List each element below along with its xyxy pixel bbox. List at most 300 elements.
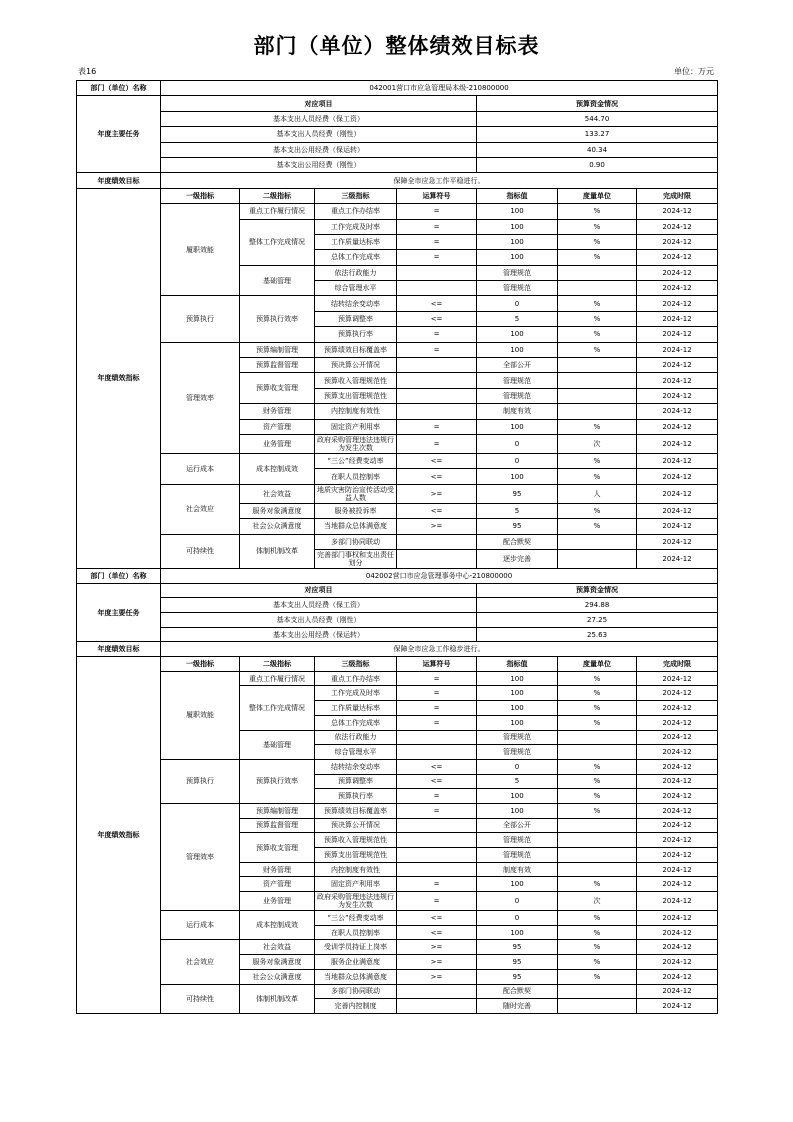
main-tasks-label: 年度主要任务 xyxy=(77,96,161,173)
indicators-label: 年度绩效指标 xyxy=(77,188,161,568)
operator: = xyxy=(397,715,477,730)
measure-unit xyxy=(558,404,637,419)
budget-item-name: 基本支出公用经费（保运转） xyxy=(161,142,477,157)
table-row xyxy=(77,940,718,955)
level3-indicator: 预算绩效目标覆盖率 xyxy=(315,803,397,818)
deadline: 2024-12 xyxy=(637,453,718,468)
operator: = xyxy=(397,701,477,716)
deadline: 2024-12 xyxy=(637,419,718,434)
deadline: 2024-12 xyxy=(637,803,718,818)
level2-indicator: 预算监督管理 xyxy=(240,818,315,833)
target-value: 随时完善 xyxy=(477,999,558,1014)
measure-unit xyxy=(558,388,637,403)
table-row xyxy=(77,173,718,188)
level3-indicator: 综合管理水平 xyxy=(315,281,397,296)
budget-amount: 133.27 xyxy=(477,127,718,142)
level2-indicator: 基础管理 xyxy=(240,265,315,296)
table-row xyxy=(77,627,718,642)
level2-indicator: 服务对象满意度 xyxy=(240,955,315,970)
operator xyxy=(397,730,477,745)
measure-unit: % xyxy=(558,955,637,970)
budget-item-name: 基本支出人员经费（保工资） xyxy=(161,111,477,126)
deadline: 2024-12 xyxy=(637,774,718,789)
measure-unit: 人 xyxy=(558,484,637,503)
target-value: 100 xyxy=(477,925,558,940)
level1-indicator: 管理效率 xyxy=(161,803,240,910)
deadline: 2024-12 xyxy=(637,955,718,970)
target-value: 逐步完善 xyxy=(477,549,558,568)
deadline: 2024-12 xyxy=(637,789,718,804)
main-tasks-label: 年度主要任务 xyxy=(77,583,161,642)
table-row xyxy=(77,111,718,126)
level3-indicator: 总体工作完成率 xyxy=(315,715,397,730)
deadline: 2024-12 xyxy=(637,877,718,892)
measure-unit: % xyxy=(558,671,637,686)
level2-indicator: 业务管理 xyxy=(240,892,315,911)
deadline: 2024-12 xyxy=(637,715,718,730)
level3-indicator: 综合管理水平 xyxy=(315,745,397,760)
level2-indicator: 预算编制管理 xyxy=(240,803,315,818)
deadline: 2024-12 xyxy=(637,940,718,955)
measure-unit xyxy=(558,848,637,863)
target-value: 0 xyxy=(477,296,558,311)
level3-indicator: 预算调整率 xyxy=(315,311,397,326)
level2-indicator: 社会效益 xyxy=(240,484,315,503)
deadline: 2024-12 xyxy=(637,519,718,534)
level2-indicator: 财务管理 xyxy=(240,404,315,419)
level3-indicator: 完善内控制度 xyxy=(315,999,397,1014)
dept-name-label: 部门（单位）名称 xyxy=(77,568,161,583)
measure-unit xyxy=(558,534,637,549)
budget-header: 预算资金情况 xyxy=(477,583,718,598)
target-value: 管理规范 xyxy=(477,848,558,863)
deadline: 2024-12 xyxy=(637,984,718,999)
level1-indicator: 社会效应 xyxy=(161,484,240,534)
target-value: 100 xyxy=(477,234,558,249)
level1-indicator: 可持续性 xyxy=(161,534,240,568)
operator: = xyxy=(397,671,477,686)
level3-indicator: “三公”经费变动率 xyxy=(315,453,397,468)
operator: <= xyxy=(397,774,477,789)
level3-indicator: 内控制度有效性 xyxy=(315,862,397,877)
level3-indicator: 预决算公开情况 xyxy=(315,358,397,373)
level3-indicator: 在职人员控制率 xyxy=(315,469,397,484)
deadline: 2024-12 xyxy=(637,281,718,296)
target-value: 100 xyxy=(477,686,558,701)
operator: >= xyxy=(397,519,477,534)
level2-indicator: 资产管理 xyxy=(240,877,315,892)
deadline: 2024-12 xyxy=(637,549,718,568)
measure-unit: % xyxy=(558,327,637,342)
measure-unit: % xyxy=(558,296,637,311)
table-row xyxy=(77,803,718,818)
target-value: 配合默契 xyxy=(477,534,558,549)
target-value: 管理规范 xyxy=(477,373,558,388)
deadline: 2024-12 xyxy=(637,404,718,419)
page-title: 部门（单位）整体绩效目标表 xyxy=(253,34,540,58)
table-row xyxy=(77,583,718,598)
budget-item-name: 基本支出公用经费（刚性） xyxy=(161,157,477,172)
level2-indicator: 体制机制改革 xyxy=(240,984,315,1013)
table-row xyxy=(77,671,718,686)
level3-indicator: 预决算公开情况 xyxy=(315,818,397,833)
target-value: 制度有效 xyxy=(477,404,558,419)
measure-unit: % xyxy=(558,686,637,701)
measure-unit xyxy=(558,999,637,1014)
deadline: 2024-12 xyxy=(637,862,718,877)
deadline: 2024-12 xyxy=(637,434,718,453)
level3-indicator: 内控制度有效性 xyxy=(315,404,397,419)
target-value: 95 xyxy=(477,955,558,970)
level3-indicator: 受训学员持证上岗率 xyxy=(315,940,397,955)
deadline: 2024-12 xyxy=(637,833,718,848)
level3-indicator: 预算收入管理规范性 xyxy=(315,373,397,388)
operator: = xyxy=(397,419,477,434)
target-value: 管理规范 xyxy=(477,745,558,760)
level3-indicator: 总体工作完成率 xyxy=(315,250,397,265)
level1-indicator: 预算执行 xyxy=(161,296,240,342)
deadline: 2024-12 xyxy=(637,484,718,503)
measure-unit: % xyxy=(558,701,637,716)
table-row xyxy=(77,911,718,926)
operator: = xyxy=(397,686,477,701)
deadline: 2024-12 xyxy=(637,219,718,234)
table-row xyxy=(77,127,718,142)
level3-indicator: 工作完成及时率 xyxy=(315,686,397,701)
measure-unit xyxy=(558,862,637,877)
operator xyxy=(397,373,477,388)
item-header: 对应项目 xyxy=(161,583,477,598)
level3-indicator: 重点工作办结率 xyxy=(315,204,397,219)
measure-unit: % xyxy=(558,342,637,357)
target-value: 100 xyxy=(477,701,558,716)
measure-unit xyxy=(558,730,637,745)
level3-indicator: 预算绩效目标覆盖率 xyxy=(315,342,397,357)
level3-indicator: 多部门协同联动 xyxy=(315,984,397,999)
operator xyxy=(397,549,477,568)
operator: >= xyxy=(397,955,477,970)
operator: >= xyxy=(397,484,477,503)
deadline: 2024-12 xyxy=(637,848,718,863)
level2-indicator: 预算执行效率 xyxy=(240,296,315,342)
level3-indicator: 地质灾害防治宣传活动受益人数 xyxy=(315,484,397,503)
measure-unit: 次 xyxy=(558,434,637,453)
level1-indicator: 管理效率 xyxy=(161,342,240,453)
measure-unit: % xyxy=(558,940,637,955)
target-value: 全部公开 xyxy=(477,358,558,373)
table-row xyxy=(77,204,718,219)
level3-indicator: 预算支出管理规范性 xyxy=(315,848,397,863)
level1-indicator: 运行成本 xyxy=(161,911,240,940)
table-row xyxy=(77,96,718,111)
goal-text: 保障全市应急工作稳步进行。 xyxy=(161,642,718,657)
deadline: 2024-12 xyxy=(637,892,718,911)
level3-indicator: 预算支出管理规范性 xyxy=(315,388,397,403)
measure-unit: % xyxy=(558,311,637,326)
level3-indicator: 固定资产利用率 xyxy=(315,877,397,892)
goal-label: 年度绩效目标 xyxy=(77,642,161,657)
target-value: 管理规范 xyxy=(477,833,558,848)
operator xyxy=(397,534,477,549)
target-value: 95 xyxy=(477,484,558,503)
deadline: 2024-12 xyxy=(637,373,718,388)
measure-unit: % xyxy=(558,234,637,249)
level2-indicator: 成本控制成效 xyxy=(240,911,315,940)
measure-unit xyxy=(558,281,637,296)
operator xyxy=(397,818,477,833)
indicator-header-5: 指标值 xyxy=(477,657,558,672)
target-value: 100 xyxy=(477,789,558,804)
deadline: 2024-12 xyxy=(637,745,718,760)
table-row xyxy=(77,534,718,549)
table-row xyxy=(77,342,718,357)
level2-indicator: 预算编制管理 xyxy=(240,342,315,357)
table-row xyxy=(77,598,718,613)
operator xyxy=(397,281,477,296)
measure-unit: % xyxy=(558,419,637,434)
measure-unit: % xyxy=(558,469,637,484)
deadline: 2024-12 xyxy=(637,759,718,774)
operator: = xyxy=(397,803,477,818)
indicator-header-7: 完成时限 xyxy=(637,657,718,672)
indicator-header-1: 一级指标 xyxy=(161,657,240,672)
budget-item-name: 基本支出人员经费（刚性） xyxy=(161,127,477,142)
measure-unit: % xyxy=(558,789,637,804)
deadline: 2024-12 xyxy=(637,388,718,403)
performance-table xyxy=(76,80,717,1014)
dept-name-value: 042001营口市应急管理局本级-210800000 xyxy=(161,81,718,96)
level1-indicator: 履职效能 xyxy=(161,671,240,759)
level3-indicator: 固定资产利用率 xyxy=(315,419,397,434)
level3-indicator: 工作质量达标率 xyxy=(315,701,397,716)
operator: = xyxy=(397,250,477,265)
target-value: 100 xyxy=(477,671,558,686)
budget-amount: 294.88 xyxy=(477,598,718,613)
measure-unit: % xyxy=(558,219,637,234)
operator: = xyxy=(397,234,477,249)
level2-indicator: 体制机制改革 xyxy=(240,534,315,568)
measure-unit: % xyxy=(558,925,637,940)
operator xyxy=(397,265,477,280)
target-value: 管理规范 xyxy=(477,388,558,403)
operator: = xyxy=(397,342,477,357)
measure-unit: % xyxy=(558,911,637,926)
indicator-header-4: 运算符号 xyxy=(397,657,477,672)
target-value: 100 xyxy=(477,803,558,818)
level3-indicator: 在职人员控制率 xyxy=(315,925,397,940)
measure-unit: % xyxy=(558,774,637,789)
target-value: 100 xyxy=(477,715,558,730)
target-value: 100 xyxy=(477,419,558,434)
operator: <= xyxy=(397,453,477,468)
target-value: 100 xyxy=(477,219,558,234)
level3-indicator: “三公”经费变动率 xyxy=(315,911,397,926)
operator: >= xyxy=(397,940,477,955)
level2-indicator: 重点工作履行情况 xyxy=(240,204,315,219)
measure-unit: % xyxy=(558,204,637,219)
level2-indicator: 整体工作完成情况 xyxy=(240,219,315,265)
operator: <= xyxy=(397,503,477,518)
indicator-header-2: 二级指标 xyxy=(240,188,315,203)
target-value: 5 xyxy=(477,774,558,789)
level3-indicator: 依法行政能力 xyxy=(315,265,397,280)
target-value: 0 xyxy=(477,453,558,468)
target-value: 5 xyxy=(477,503,558,518)
target-value: 100 xyxy=(477,250,558,265)
operator: <= xyxy=(397,296,477,311)
operator xyxy=(397,984,477,999)
level2-indicator: 成本控制成效 xyxy=(240,453,315,484)
level3-indicator: 多部门协同联动 xyxy=(315,534,397,549)
measure-unit xyxy=(558,984,637,999)
operator: <= xyxy=(397,469,477,484)
deadline: 2024-12 xyxy=(637,265,718,280)
level2-indicator: 预算执行效率 xyxy=(240,759,315,803)
budget-item-name: 基本支出人员经费（保工资） xyxy=(161,598,477,613)
table-row xyxy=(77,657,718,672)
deadline: 2024-12 xyxy=(637,327,718,342)
target-value: 0 xyxy=(477,892,558,911)
deadline: 2024-12 xyxy=(637,701,718,716)
operator: = xyxy=(397,789,477,804)
operator: = xyxy=(397,434,477,453)
target-value: 制度有效 xyxy=(477,862,558,877)
level3-indicator: 政府采购管理违法违规行为发生次数 xyxy=(315,892,397,911)
deadline: 2024-12 xyxy=(637,671,718,686)
target-value: 0 xyxy=(477,434,558,453)
measure-unit: % xyxy=(558,250,637,265)
measure-unit xyxy=(558,818,637,833)
table-row xyxy=(77,613,718,628)
level3-indicator: 结转结余变动率 xyxy=(315,759,397,774)
measure-unit: % xyxy=(558,453,637,468)
level2-indicator: 社会公众满意度 xyxy=(240,969,315,984)
level3-indicator: 预算收入管理规范性 xyxy=(315,833,397,848)
level2-indicator: 服务对象满意度 xyxy=(240,503,315,518)
deadline: 2024-12 xyxy=(637,730,718,745)
level3-indicator: 依法行政能力 xyxy=(315,730,397,745)
level2-indicator: 整体工作完成情况 xyxy=(240,686,315,730)
table-row xyxy=(77,984,718,999)
target-value: 5 xyxy=(477,311,558,326)
level1-indicator: 履职效能 xyxy=(161,204,240,296)
level3-indicator: 当地群众总体满意度 xyxy=(315,969,397,984)
level1-indicator: 预算执行 xyxy=(161,759,240,803)
goal-text: 保障全市应急工作平稳进行。 xyxy=(161,173,718,188)
target-value: 管理规范 xyxy=(477,281,558,296)
level2-indicator: 社会公众满意度 xyxy=(240,519,315,534)
level3-indicator: 完善部门事权和支出责任划分 xyxy=(315,549,397,568)
measure-unit: % xyxy=(558,519,637,534)
operator xyxy=(397,745,477,760)
table-row xyxy=(77,188,718,203)
target-value: 全部公开 xyxy=(477,818,558,833)
target-value: 100 xyxy=(477,877,558,892)
budget-amount: 0.90 xyxy=(477,157,718,172)
level3-indicator: 重点工作办结率 xyxy=(315,671,397,686)
deadline: 2024-12 xyxy=(637,342,718,357)
operator: <= xyxy=(397,911,477,926)
target-value: 100 xyxy=(477,469,558,484)
level3-indicator: 当地群众总体满意度 xyxy=(315,519,397,534)
deadline: 2024-12 xyxy=(637,250,718,265)
deadline: 2024-12 xyxy=(637,818,718,833)
level3-indicator: 服务被投诉率 xyxy=(315,503,397,518)
target-value: 95 xyxy=(477,940,558,955)
table-body xyxy=(77,81,718,1014)
table-row xyxy=(77,642,718,657)
level3-indicator: 预算执行率 xyxy=(315,327,397,342)
table-row xyxy=(77,157,718,172)
measure-unit: % xyxy=(558,877,637,892)
operator: = xyxy=(397,327,477,342)
level2-indicator: 预算监督管理 xyxy=(240,358,315,373)
target-value: 95 xyxy=(477,519,558,534)
deadline: 2024-12 xyxy=(637,503,718,518)
indicator-header-1: 一级指标 xyxy=(161,188,240,203)
indicator-header-5: 指标值 xyxy=(477,188,558,203)
level1-indicator: 社会效应 xyxy=(161,940,240,984)
operator xyxy=(397,388,477,403)
level3-indicator: 政府采购管理违法违规行为发生次数 xyxy=(315,434,397,453)
level3-indicator: 服务企业满意度 xyxy=(315,955,397,970)
level3-indicator: 预算执行率 xyxy=(315,789,397,804)
measure-unit xyxy=(558,358,637,373)
table-row xyxy=(77,568,718,583)
measure-unit: % xyxy=(558,503,637,518)
indicator-header-3: 三级指标 xyxy=(315,188,397,203)
operator xyxy=(397,848,477,863)
measure-unit: % xyxy=(558,715,637,730)
operator xyxy=(397,404,477,419)
operator: <= xyxy=(397,925,477,940)
target-value: 100 xyxy=(477,342,558,357)
measure-unit: % xyxy=(558,759,637,774)
level3-indicator: 预算调整率 xyxy=(315,774,397,789)
measure-unit xyxy=(558,373,637,388)
target-value: 管理规范 xyxy=(477,265,558,280)
deadline: 2024-12 xyxy=(637,234,718,249)
target-value: 0 xyxy=(477,911,558,926)
table-row xyxy=(77,142,718,157)
level1-indicator: 可持续性 xyxy=(161,984,240,1013)
deadline: 2024-12 xyxy=(637,358,718,373)
deadline: 2024-12 xyxy=(637,296,718,311)
deadline: 2024-12 xyxy=(637,969,718,984)
budget-item-name: 基本支出公用经费（保运转） xyxy=(161,627,477,642)
deadline: 2024-12 xyxy=(637,999,718,1014)
level2-indicator: 资产管理 xyxy=(240,419,315,434)
indicator-header-2: 二级指标 xyxy=(240,657,315,672)
operator xyxy=(397,862,477,877)
deadline: 2024-12 xyxy=(637,686,718,701)
table-row xyxy=(77,81,718,96)
table-row xyxy=(77,453,718,468)
operator: = xyxy=(397,877,477,892)
item-header: 对应项目 xyxy=(161,96,477,111)
operator xyxy=(397,358,477,373)
deadline: 2024-12 xyxy=(637,925,718,940)
budget-item-name: 基本支出人员经费（刚性） xyxy=(161,613,477,628)
operator: <= xyxy=(397,311,477,326)
measure-unit: % xyxy=(558,969,637,984)
level2-indicator: 基础管理 xyxy=(240,730,315,759)
indicator-header-4: 运算符号 xyxy=(397,188,477,203)
operator: <= xyxy=(397,759,477,774)
target-value: 配合默契 xyxy=(477,984,558,999)
measure-unit xyxy=(558,745,637,760)
measure-unit xyxy=(558,833,637,848)
